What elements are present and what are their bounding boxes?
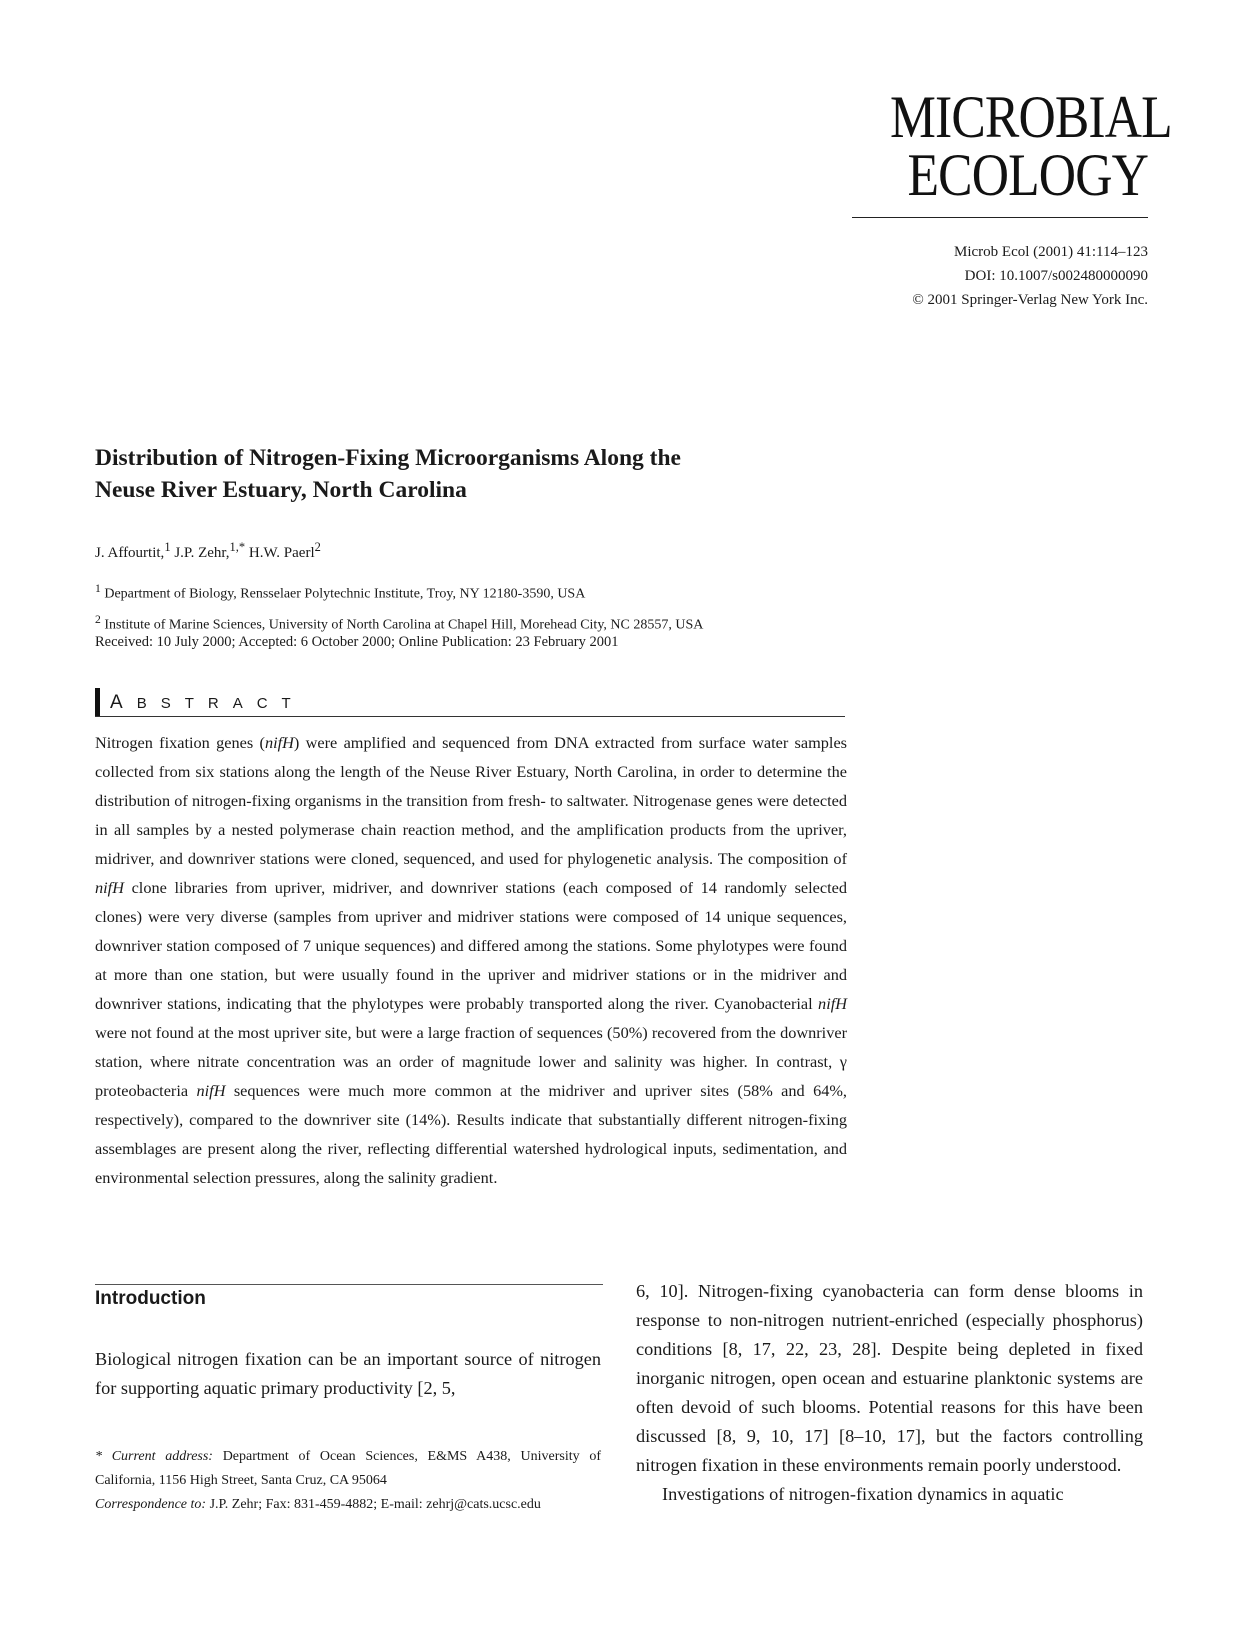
author-affil-mark: 2 xyxy=(314,540,321,554)
masthead-line-2: ECOLOGY xyxy=(907,142,1148,208)
author-affil-mark: 1 xyxy=(164,540,171,554)
affiliation xyxy=(95,576,703,607)
introduction-right-column xyxy=(636,1277,1143,1509)
intro-paragraph: Investigations of nitrogen-fixation dynamics in aquatic xyxy=(662,1484,1064,1504)
introduction-left-column: Biological nitrogen fixation can be an important source of nitrogen for supporting aquatic primary productivity [2, 5, xyxy=(95,1349,601,1398)
footnote-text: Department of Ocean Sciences, E&MS A438, University of California, 1156 High Street, Santa Cruz, CA 95064 xyxy=(95,1449,601,1488)
footnote-correspondence xyxy=(95,1493,601,1517)
abstract-marker-bar xyxy=(95,688,100,716)
publication-dates: Received: 10 July 2000; Accepted: 6 October 2000; Online Publication: 23 February 2001 xyxy=(95,634,619,650)
affil-mark: 2 xyxy=(95,612,101,626)
title-line-1: Distribution of Nitrogen-Fixing Microorganisms Along the xyxy=(95,445,681,471)
masthead-line-1: MICROBIAL xyxy=(890,84,1172,150)
intro-paragraph: 6, 10]. Nitrogen-fixing cyanobacteria can form dense blooms in response to non-nitrogen nutrient-enriched (especially phosphorus) conditions [8, 17, 22, 23, 28]. Despite being depleted in fixed inorganic nitrogen, open ocean and estuarine planktonic systems are often devoid of such blooms. Potential reasons for this have been discussed [8, 9, 10, 17] [8–10, 17], but the factors controlling nitrogen fixation in these environments remain poorly understood. xyxy=(636,1281,1143,1475)
abstract-body xyxy=(95,728,847,1192)
title-line-2: Neuse River Estuary, North Carolina xyxy=(95,477,467,503)
gene-name: nifH xyxy=(264,733,294,752)
journal-masthead xyxy=(848,84,1172,208)
footnote xyxy=(95,1445,601,1517)
author-name: J. Affourtit, xyxy=(95,545,165,561)
affiliation xyxy=(95,607,703,638)
abstract-heading xyxy=(110,692,305,714)
gene-name: nifH xyxy=(95,878,124,897)
footnote-label: Correspondence to: xyxy=(95,1497,207,1512)
author-affil-mark: 1,* xyxy=(229,540,246,554)
footnote-label: * Current address: xyxy=(95,1449,213,1464)
masthead-divider xyxy=(852,217,1148,218)
abstract-text-run: clone libraries from upriver, midriver, and downriver stations (each composed of 14 randomly selected clones) were very diverse (samples from upriver and midriver stations were composed of 14 unique sequences, downriver station composed of 7 unique sequences) and differed among the stations. Some phylotypes were found at more than one station, but were usually found in the upriver and midriver stations or in the midriver and downriver stations, indicating that the phylotypes were probably transported along the river. Cyanobacterial xyxy=(95,878,847,1013)
author-name: J.P. Zehr, xyxy=(174,545,230,561)
abstract-heading-initial: A xyxy=(110,692,137,713)
affil-text: Institute of Marine Sciences, University of North Carolina at Chapel Hill, Morehead City, NC 28557, USA xyxy=(104,617,704,633)
article-title xyxy=(95,442,855,506)
copyright: © 2001 Springer-Verlag New York Inc. xyxy=(912,292,1148,308)
affil-mark: 1 xyxy=(95,582,101,595)
doi: DOI: 10.1007/s002480000090 xyxy=(964,268,1148,284)
gene-name: nifH xyxy=(818,994,847,1013)
authors xyxy=(95,540,321,562)
introduction-divider xyxy=(95,1284,603,1285)
affiliations xyxy=(95,576,703,637)
author-name: H.W. Paerl xyxy=(248,545,315,561)
introduction-heading: Introduction xyxy=(95,1288,206,1309)
footnote-text: J.P. Zehr; Fax: 831-459-4882; E-mail: zehrj@cats.ucsc.edu xyxy=(206,1497,541,1512)
abstract-divider xyxy=(95,716,845,717)
abstract-text-run: ) were amplified and sequenced from DNA extracted from surface water samples collected from six stations along the length of the Neuse River Estuary, North Carolina, in order to determine the distribution of nitrogen-fixing organisms in the transition from fresh- to saltwater. Nitrogenase genes were detected in all samples by a nested polymerase chain reaction method, and the amplification products from the upriver, midriver, and downriver stations were cloned, sequenced, and used for phylogenetic analysis. The composition of xyxy=(95,733,848,868)
abstract-heading-rest: BSTRACT xyxy=(136,695,305,712)
affil-text: Department of Biology, Rensselaer Polytechnic Institute, Troy, NY 12180-3590, USA xyxy=(104,586,586,602)
footnote-address xyxy=(95,1445,601,1493)
gene-name: nifH xyxy=(196,1081,226,1100)
journal-info xyxy=(912,240,1148,312)
abstract-text-run: sequences were much more common at the midriver and upriver sites (58% and 64%, respectively), compared to the downriver site (14%). Results indicate that substantially different nitrogen-fixing assemblages are present along the river, reflecting differential watershed hydrological inputs, sedimentation, and environmental selection pressures, along the salinity gradient. xyxy=(95,1081,847,1187)
abstract-text-run: were not found at the most upriver site, but were a large fraction of sequences (50%) recovered from the downriver station, where nitrate concentration was an order of magnitude lower and salinity was higher. In contrast, γ proteobacteria xyxy=(95,1023,847,1100)
abstract-text-run: Nitrogen fixation genes ( xyxy=(95,733,265,752)
citation: Microb Ecol (2001) 41:114–123 xyxy=(954,244,1148,260)
